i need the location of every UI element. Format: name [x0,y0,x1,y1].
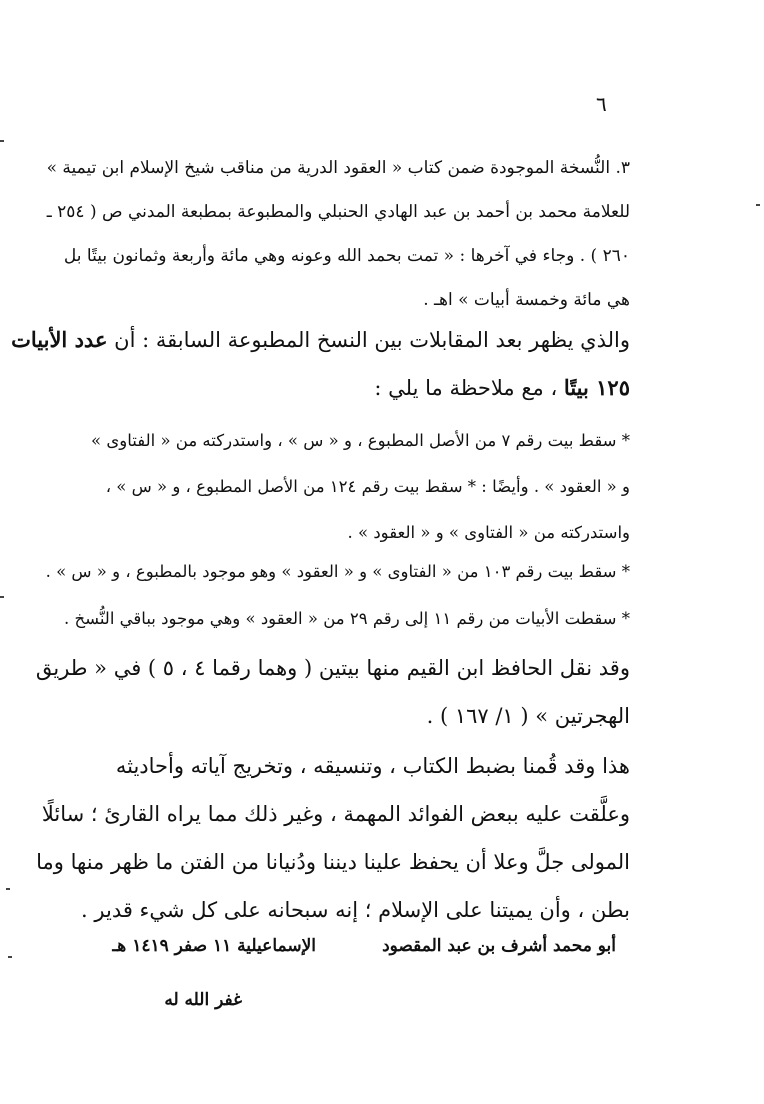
scan-edge-mark [0,140,4,142]
text-line: بطن ، وأن يميتنا على الإسلام ؛ إنه سبحانه على كل شيء قدير . [81,898,630,922]
scan-edge-mark [6,888,10,890]
page-number: ٦ [596,92,607,116]
text-line: المولى جلَّ وعلا أن يحفظ علينا ديننا ودُنيانا من الفتن ما ظهر منها وما [36,850,630,874]
text-line: * سقط بيت رقم ١٠٣ من « الفتاوى » و « العقود » وهو موجود بالمطبوع ، و « س » . [45,562,630,581]
verse-count-value: ١٢٥ بيتًا [563,375,630,400]
paragraph-closing [36,742,630,934]
text-line [11,316,630,364]
paragraph-ibn-qayyim [35,644,630,740]
text-run: ، مع ملاحظة ما يلي : [374,376,564,400]
text-line: * سقط بيت رقم ٧ من الأصل المطبوع ، و « س » ، واستدركته من « الفتاوى » [91,431,630,450]
text-line: هي مائة وخمسة أبيات » اهـ . [423,290,630,310]
note-verse-103 [45,549,630,595]
note-verses-11-29 [60,596,630,642]
paragraph-manuscript-3 [46,146,630,322]
text-line: و « العقود » . وأيضًا : * سقط بيت رقم ١٢٤ من الأصل المطبوع ، و « س » ، [105,477,630,496]
text-line: ٣. النُّسخة الموجودة ضمن كتاب « العقود الدرية من مناقب شيخ الإسلام ابن تيمية » [46,158,630,178]
text-line: هذا وقد قُمنا بضبط الكتاب ، وتنسيقه ، وتخريج آياته وأحاديثه [115,754,630,778]
note-missing-verses [60,418,630,556]
signature-place-date: الإسماعيلية ١١ صفر ١٤١٩ هـ [112,936,316,956]
text-line: واستدركته من « الفتاوى » و « العقود » . [347,523,630,542]
text-line: وقد نقل الحافظ ابن القيم منها بيتين ( وهما رقما ٤ ، ٥ ) في « طريق [35,656,630,680]
scan-edge-mark [8,956,12,958]
paragraph-verse-count [11,316,630,412]
text-line [60,364,630,412]
scan-edge-mark [756,204,760,206]
text-line: ٢٦٠ ) . وجاء في آخرها : « تمت بحمد الله وعونه وهي مائة وأربعة وثمانون بيتًا بل [63,246,630,266]
scan-edge-mark [0,596,4,598]
text-line: وعلَّقت عليه ببعض الفوائد المهمة ، وغير ذلك مما يراه القارئ ؛ سائلًا [41,802,630,826]
text-run: والذي يظهر بعد المقابلات بين النسخ المطبوعة السابقة : أن [107,328,630,352]
signature-prayer: غفر الله له [164,990,242,1010]
text-line: للعلامة محمد بن أحمد بن عبد الهادي الحنبلي والمطبوعة بمطبعة المدني ص ( ٢٥٤ ـ [46,202,630,222]
text-line: * سقطت الأبيات من رقم ١١ إلى رقم ٢٩ من « العقود » وهي موجود بباقي النُّسخ . [63,609,630,628]
signature-author: أبو محمد أشرف بن عبد المقصود [382,936,616,956]
verse-count-label: عدد الأبيات [11,327,108,352]
text-line: الهجرتين » ( ١/ ١٦٧ ) . [426,704,630,728]
